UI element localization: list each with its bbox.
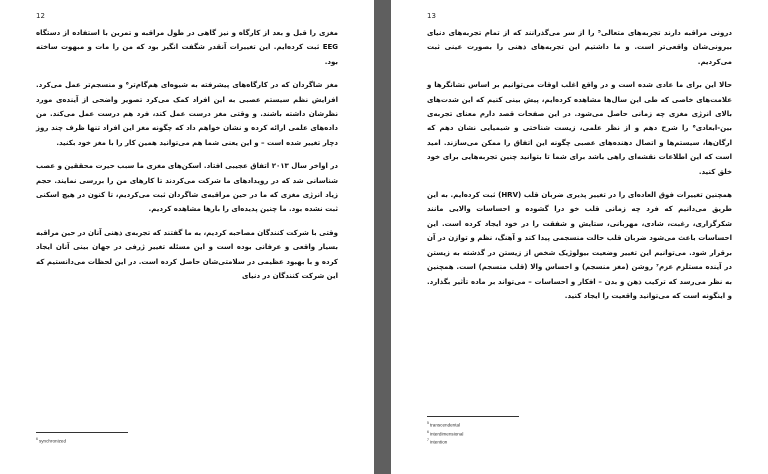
paragraph: همچنین تغییرات فوق العاده‌ای را در تغییر پذیری ضربان قلب (HRV) ثبت کرده‌ایم. به این طریق می‌دانیم که فرد چه زمانی قلب خو درا گشوده و احساسات والایی مانند شکرگزاری، رغبت، شادی، مهربانی، ستایش و شفقت را در خود ایجاد کرده است. این احساسات باعث می‌شود ضربان قلب حالت منسجمی پیدا کند و آهنگ، نظم و توازن در آن برقرار شود. می‌توانیم این تغییر وضعیت بیولوژیک شخص از زیستن در گذشته به زیستن در آینده مستلزم عزم⁷ روشن (مغز منسجم) و احساس والا (قلب منسجم) است. همچنین به نظر می‌رسد که ترکیب ذهن و بدن – افکار و احساسات – می‌تواند بر ماده تأثیر بگذارد. و اینگونه است که می‌توانید واقعیت را ایجاد کنید. xyxy=(427,191,732,300)
paragraph: حالا این برای ما عادی شده است و در واقع اغلب اوقات می‌توانیم بر اساس نشانگرها و علامت‌های خاصی که طی این سال‌ها مشاهده کرده‌ایم، پیش بینی کنیم که این شدت‌های بالای انرژی مغزی چه زمانی حاصل می‌شود. در این صفحات قصد دارم معنای تجربه‌ی بین-ابعادی⁶ را شرح دهم و از نظر علمی، زیست شناختی و شیمیایی نشان دهم که ارگان‌ها، سیستم‌ها و اتصال دهنده‌های عصبی چگونه این اتفاق را ممکن می‌سازند. امید است که این اطلاعات نقشه‌ای راهی باشد برای شما تا بتوانید چنین تجربه‌هایی برای خود خلق کنید. xyxy=(427,81,732,176)
footnotes xyxy=(36,436,66,445)
page-number: 13 xyxy=(427,12,436,20)
footnote: $^5$transcendental xyxy=(427,421,461,428)
footnotes xyxy=(427,420,463,446)
paragraph: مغز شاگردان که در کارگاه‌های پیشرفته به شیوه‌ای هم‌گام‌تر⁶ و منسجم‌تر عمل می‌کرد. افزایش نظم سیستم عصبی به این افراد کمک می‌کرد تصویر واضحی از آینده‌ی مورد نظرشان داشته باشند. و وقتی مغز درست عمل کند، فرد هم درست عمل می‌کند. من داده‌های علمی ارائه کرده و نشان خواهم داد که چگونه مغز این افراد تنها ظرف چند روز دچار تغییر شده است – و این یعنی شما هم می‌توانید همین کار را با مغز خود بکنید. xyxy=(36,81,338,147)
paragraph: وقتی با شرکت کنندگان مصاحبه کردیم، به ما گفتند که تجربه‌ی ذهنی آنان در حین مراقبه بسیار واقعی و عرفانی بوده است و این مسئله تغییر ژرفی در جهان بینی آنان ایجاد کرده و با بهبود عظیمی در سلامتی‌شان حاصل کرده است. در این لحظات می‌دانستیم که این شرکت کنندگان در دنیای xyxy=(36,228,338,281)
footnote: $^7$intention xyxy=(427,438,448,445)
page-number: 12 xyxy=(36,12,45,20)
footnote: $^6$interdimensional xyxy=(427,429,464,437)
page-body xyxy=(427,26,732,312)
footnote: $^6$synchronized xyxy=(36,437,67,444)
footnote-divider xyxy=(427,416,519,417)
left-page xyxy=(0,0,374,474)
footnote-divider xyxy=(36,432,128,433)
paragraph: در اواخر سال ۲۰۱۳ اتفاق عجیبی افتاد. اسکن‌های مغزی ما سبب حیرت محققین و عصب شناسانی شد که در رویدادهای ما شرکت می‌کردند تا کارهای من را بررسی نمایند. حجم زیاد انرژی مغزی که ما در حین مراقبه‌ی شاگردان ثبت می‌کردیم، تا کنون در هیچ اسکنی ثبت نشده بود. ما چنین پدیده‌ای را بارها مشاهده کردیم. xyxy=(36,162,338,214)
paragraph: درونی مراقبه دارند تجربه‌های متعالی⁵ را از سر می‌گذرانند که از تمام تجربه‌های دنیای بیرونی‌شان واقعی‌تر است. و ما داشتیم این تجربه‌های ذهنی را بصورت عینی ثبت می‌کردیم. xyxy=(427,29,733,66)
right-page xyxy=(391,0,768,474)
paragraph: مغزی را قبل و بعد از کارگاه و نیز گاهی در طول مراقبه و تمرین با استفاده از دستگاه EEG ثبت کرده‌ایم. این تغییرات آنقدر شگفت انگیز بود که من را مات و مبهوت ساخته بود. xyxy=(36,29,338,66)
page-body xyxy=(36,26,338,293)
